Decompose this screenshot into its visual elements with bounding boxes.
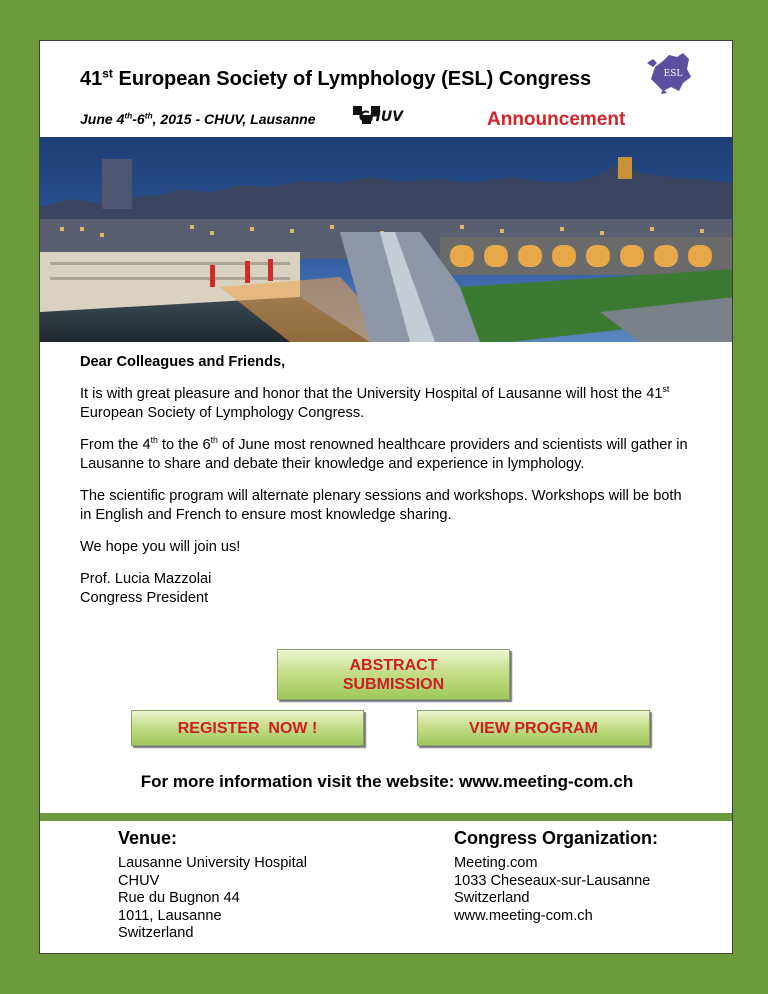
section-divider [40,813,733,821]
letter-paragraph-1: It is with great pleasure and honor that the University Hospital of Lausanne will host the 41st European Society of Lymphology Congress. [80,384,670,421]
organization-line: Meeting.com [454,855,538,871]
letter-paragraph-3: The scientific program will alternate plenary sessions and workshops. Workshops will be both in English and French to ensure most knowledge sharing. [80,488,682,523]
venue-heading: Venue: [118,828,178,848]
venue-line: 1011, Lausanne [118,907,222,924]
venue-line: Switzerland [118,925,194,941]
venue-line: Rue du Bugnon 44 [118,890,240,906]
letter-paragraph-4: We hope you will join us! [80,539,241,555]
register-now-button[interactable]: REGISTER NOW ! [131,710,364,746]
venue-section [118,827,307,943]
flyer-card [39,40,733,954]
welcome-letter [80,353,690,608]
venue-line: Lausanne University Hospital [118,855,308,871]
chuv-logo [353,104,405,126]
abstract-submission-button[interactable]: ABSTRACT SUBMISSION [277,649,510,700]
lausanne-panorama-image [40,137,733,342]
esl-logo [643,49,695,95]
organization-heading: Congress Organization: [454,828,659,848]
greeting: Dear Colleagues and Friends, [80,354,286,370]
venue-line: CHUV [118,872,160,889]
more-info-text: For more information visit the website: www.meeting-com.ch [140,772,634,791]
page-title: 41st European Society of Lymphology (ESL) Congress [80,66,592,90]
date-location: June 4th-6th, 2015 - CHUV, Lausanne [80,110,316,127]
view-program-button[interactable]: VIEW PROGRAM [417,710,650,746]
organization-section [454,827,658,925]
svg-text:ESL: ESL [663,69,683,79]
svg-text:CHUV: CHUV [358,109,404,125]
organization-website-link[interactable]: www.meeting-com.ch [454,907,593,924]
signature: Prof. Lucia Mazzolai Congress President [80,571,212,606]
organization-line: 1033 Cheseaux-sur-Lausanne [454,872,651,889]
organization-line: Switzerland [454,890,530,906]
announcement-label: Announcement [487,109,626,130]
letter-paragraph-2: From the 4th to the 6th of June most renowned healthcare providers and scientists will gather in Lausanne to share and debate their knowledge and experience in lymphology. [80,435,688,472]
